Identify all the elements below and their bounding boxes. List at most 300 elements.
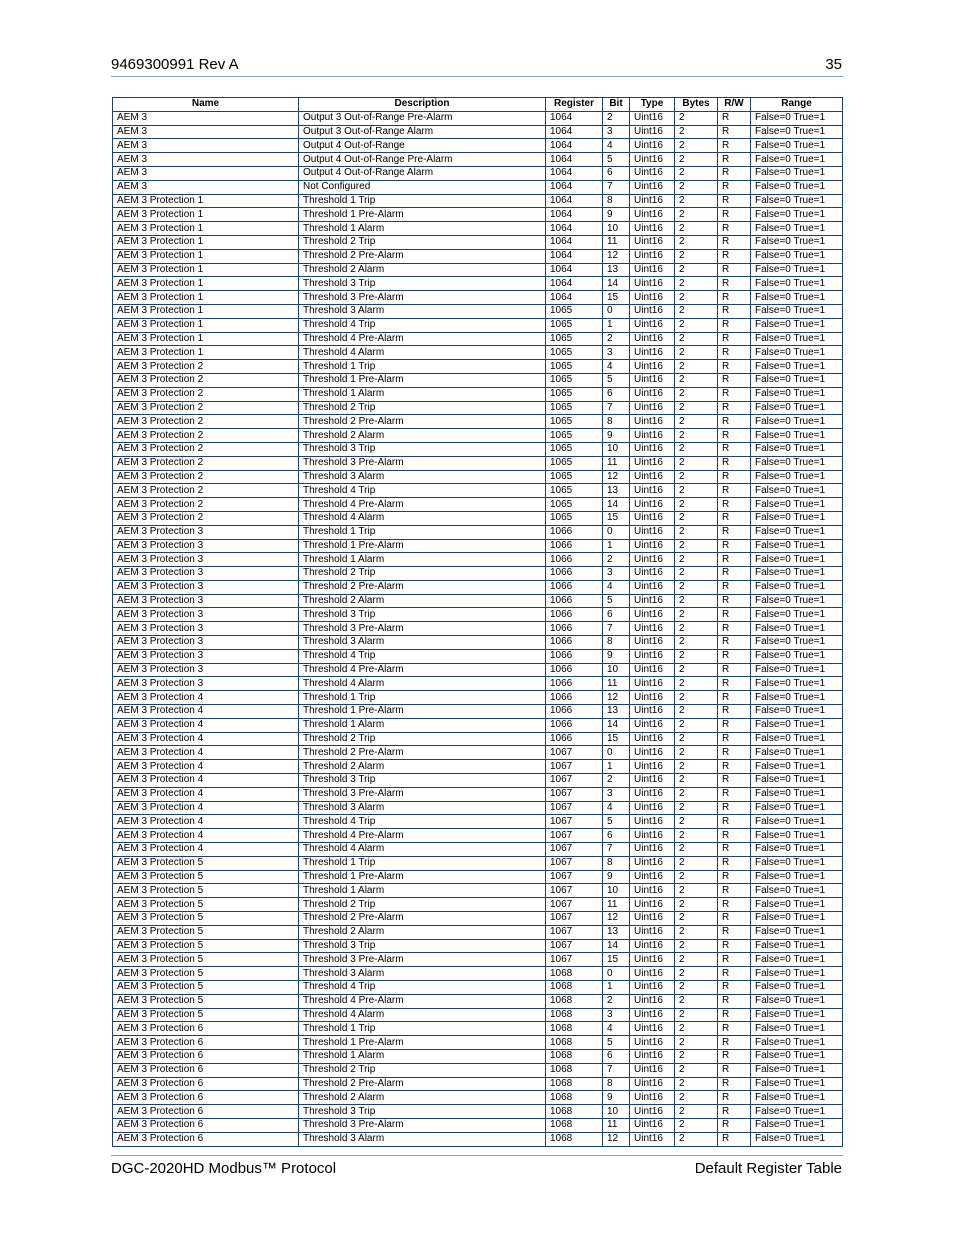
column-header: Type [630,98,675,112]
table-header-row [113,98,843,112]
table-cell: Uint16 [630,332,675,346]
table-cell: Uint16 [630,153,675,167]
table-row [113,360,843,374]
table-row [113,180,843,194]
table-cell: R [718,139,751,153]
table-cell: 13 [603,925,630,939]
table-cell: Threshold 4 Pre-Alarm [299,994,546,1008]
table-cell: Uint16 [630,1118,675,1132]
table-cell: 1068 [546,1077,603,1091]
table-cell: R [718,981,751,995]
table-cell: R [718,415,751,429]
table-cell: Uint16 [630,511,675,525]
table-cell: 10 [603,663,630,677]
table-cell: False=0 True=1 [751,125,843,139]
table-cell: AEM 3 Protection 1 [113,318,299,332]
table-cell: R [718,484,751,498]
table-row [113,677,843,691]
table-cell: R [718,567,751,581]
table-cell: Uint16 [630,539,675,553]
table-cell: False=0 True=1 [751,718,843,732]
table-cell: 14 [603,277,630,291]
table-cell: Uint16 [630,856,675,870]
table-cell: 2 [603,111,630,125]
table-cell: False=0 True=1 [751,1077,843,1091]
table-cell: AEM 3 [113,125,299,139]
table-cell: R [718,856,751,870]
table-cell: R [718,153,751,167]
table-cell: 1067 [546,815,603,829]
table-cell: Threshold 1 Pre-Alarm [299,539,546,553]
table-cell: 1066 [546,608,603,622]
table-cell: 13 [603,263,630,277]
table-cell: Uint16 [630,1132,675,1146]
table-row [113,498,843,512]
table-cell: 1068 [546,981,603,995]
table-cell: Uint16 [630,870,675,884]
table-cell: Uint16 [630,994,675,1008]
table-cell: Uint16 [630,732,675,746]
table-cell: False=0 True=1 [751,1132,843,1146]
table-cell: 2 [675,525,718,539]
table-cell: 2 [675,636,718,650]
table-cell: 1066 [546,567,603,581]
table-cell: 1064 [546,235,603,249]
table-cell: 2 [675,677,718,691]
table-cell: AEM 3 Protection 4 [113,801,299,815]
header-rule [111,76,843,77]
table-cell: AEM 3 Protection 1 [113,332,299,346]
table-cell: AEM 3 Protection 5 [113,898,299,912]
table-cell: 1065 [546,401,603,415]
table-cell: Threshold 3 Alarm [299,470,546,484]
table-cell: Uint16 [630,484,675,498]
table-cell: R [718,360,751,374]
table-cell: Uint16 [630,139,675,153]
table-cell: Uint16 [630,1105,675,1119]
table-cell: False=0 True=1 [751,760,843,774]
table-cell: 2 [675,401,718,415]
table-cell: Uint16 [630,567,675,581]
table-cell: AEM 3 Protection 3 [113,594,299,608]
table-cell: R [718,125,751,139]
table-cell: 7 [603,401,630,415]
table-row [113,249,843,263]
table-cell: 2 [603,774,630,788]
table-cell: Uint16 [630,746,675,760]
table-cell: Uint16 [630,898,675,912]
table-cell: Threshold 4 Trip [299,484,546,498]
table-row [113,1022,843,1036]
page-number: 35 [825,56,842,73]
table-cell: 10 [603,222,630,236]
table-cell: 8 [603,194,630,208]
table-cell: Threshold 2 Alarm [299,263,546,277]
table-cell: AEM 3 Protection 6 [113,1077,299,1091]
table-cell: Threshold 2 Pre-Alarm [299,746,546,760]
table-cell: Threshold 4 Alarm [299,511,546,525]
table-row [113,705,843,719]
table-cell: AEM 3 Protection 3 [113,539,299,553]
table-cell: False=0 True=1 [751,180,843,194]
table-cell: False=0 True=1 [751,511,843,525]
table-cell: Uint16 [630,663,675,677]
table-cell: 1066 [546,539,603,553]
table-cell: 2 [675,994,718,1008]
table-cell: 2 [675,1077,718,1091]
table-row [113,111,843,125]
table-cell: 1067 [546,801,603,815]
table-cell: AEM 3 Protection 3 [113,649,299,663]
table-cell: Uint16 [630,180,675,194]
table-cell: AEM 3 [113,139,299,153]
table-cell: False=0 True=1 [751,1036,843,1050]
table-row [113,925,843,939]
table-cell: 2 [675,787,718,801]
table-cell: 2 [675,387,718,401]
table-cell: R [718,843,751,857]
table-row [113,470,843,484]
table-cell: 2 [675,760,718,774]
table-cell: Threshold 2 Pre-Alarm [299,415,546,429]
table-cell: Threshold 1 Alarm [299,387,546,401]
table-cell: 8 [603,1077,630,1091]
table-cell: 2 [675,139,718,153]
table-row [113,139,843,153]
table-cell: False=0 True=1 [751,636,843,650]
table-cell: AEM 3 Protection 6 [113,1118,299,1132]
table-cell: R [718,498,751,512]
table-cell: False=0 True=1 [751,1063,843,1077]
table-cell: AEM 3 Protection 2 [113,415,299,429]
table-row [113,856,843,870]
table-cell: False=0 True=1 [751,456,843,470]
table-cell: 1065 [546,387,603,401]
table-cell: False=0 True=1 [751,222,843,236]
table-cell: 1 [603,760,630,774]
table-cell: 2 [675,594,718,608]
table-cell: False=0 True=1 [751,732,843,746]
table-row [113,649,843,663]
table-cell: Uint16 [630,429,675,443]
table-cell: Uint16 [630,829,675,843]
table-cell: 6 [603,608,630,622]
table-cell: 5 [603,815,630,829]
table-cell: Threshold 3 Pre-Alarm [299,953,546,967]
table-cell: Uint16 [630,939,675,953]
table-cell: 1065 [546,304,603,318]
table-cell: AEM 3 Protection 1 [113,249,299,263]
table-cell: 2 [675,111,718,125]
table-cell: 2 [675,484,718,498]
table-cell: False=0 True=1 [751,994,843,1008]
table-cell: Threshold 2 Pre-Alarm [299,1077,546,1091]
table-cell: False=0 True=1 [751,1105,843,1119]
table-row [113,912,843,926]
table-cell: 2 [675,567,718,581]
table-cell: 1065 [546,429,603,443]
table-cell: AEM 3 Protection 6 [113,1022,299,1036]
table-cell: R [718,401,751,415]
table-cell: Threshold 4 Trip [299,318,546,332]
table-cell: Threshold 1 Alarm [299,553,546,567]
table-cell: AEM 3 Protection 2 [113,470,299,484]
table-cell: 1067 [546,912,603,926]
table-cell: Threshold 2 Alarm [299,429,546,443]
table-row [113,981,843,995]
table-cell: 1064 [546,180,603,194]
table-cell: 1064 [546,291,603,305]
page-header [111,56,842,76]
table-row [113,456,843,470]
table-row [113,291,843,305]
table-cell: False=0 True=1 [751,870,843,884]
table-cell: False=0 True=1 [751,277,843,291]
table-cell: 5 [603,153,630,167]
table-cell: 2 [675,1008,718,1022]
table-cell: 2 [675,194,718,208]
table-cell: Uint16 [630,774,675,788]
table-cell: 1066 [546,553,603,567]
table-cell: 0 [603,304,630,318]
table-cell: 1066 [546,705,603,719]
table-cell: 7 [603,843,630,857]
table-cell: 7 [603,180,630,194]
table-cell: 12 [603,1132,630,1146]
table-cell: Uint16 [630,1022,675,1036]
table-cell: R [718,1077,751,1091]
table-cell: Uint16 [630,1063,675,1077]
table-cell: 1067 [546,870,603,884]
table-cell: AEM 3 Protection 5 [113,870,299,884]
table-cell: AEM 3 Protection 1 [113,291,299,305]
table-cell: AEM 3 Protection 5 [113,1008,299,1022]
table-cell: Threshold 2 Pre-Alarm [299,249,546,263]
table-cell: Threshold 3 Trip [299,442,546,456]
table-cell: 11 [603,677,630,691]
table-row [113,953,843,967]
table-row [113,235,843,249]
table-cell: Threshold 2 Pre-Alarm [299,912,546,926]
table-cell: Uint16 [630,373,675,387]
table-cell: 2 [675,718,718,732]
column-header: Range [751,98,843,112]
table-cell: 1067 [546,884,603,898]
table-cell: Threshold 2 Pre-Alarm [299,580,546,594]
table-cell: Uint16 [630,760,675,774]
table-cell: Threshold 4 Trip [299,649,546,663]
table-cell: R [718,898,751,912]
table-cell: False=0 True=1 [751,304,843,318]
table-cell: 2 [675,249,718,263]
table-cell: R [718,442,751,456]
table-cell: 3 [603,567,630,581]
table-cell: False=0 True=1 [751,843,843,857]
doc-number: 9469300991 Rev A [111,56,239,73]
table-cell: 1064 [546,153,603,167]
table-cell: R [718,539,751,553]
table-cell: False=0 True=1 [751,332,843,346]
table-cell: 2 [675,622,718,636]
table-cell: Threshold 1 Trip [299,525,546,539]
table-cell: Uint16 [630,498,675,512]
table-cell: R [718,967,751,981]
table-cell: 1068 [546,1063,603,1077]
table-cell: 9 [603,649,630,663]
table-cell: R [718,111,751,125]
table-cell: 2 [675,291,718,305]
table-cell: Uint16 [630,346,675,360]
table-cell: 1065 [546,415,603,429]
table-row [113,373,843,387]
table-cell: 2 [675,843,718,857]
table-cell: 3 [603,346,630,360]
table-cell: Threshold 1 Pre-Alarm [299,705,546,719]
table-row [113,774,843,788]
table-cell: 12 [603,691,630,705]
table-cell: R [718,925,751,939]
table-cell: Uint16 [630,884,675,898]
table-cell: 2 [675,884,718,898]
table-cell: Uint16 [630,249,675,263]
table-cell: False=0 True=1 [751,1091,843,1105]
table-cell: AEM 3 Protection 4 [113,746,299,760]
table-row [113,580,843,594]
table-cell: R [718,732,751,746]
table-row [113,829,843,843]
table-cell: 1 [603,981,630,995]
table-cell: 6 [603,387,630,401]
table-cell: Threshold 2 Alarm [299,760,546,774]
table-row [113,166,843,180]
table-cell: R [718,263,751,277]
table-row [113,801,843,815]
table-cell: 14 [603,498,630,512]
table-cell: R [718,387,751,401]
table-cell: AEM 3 [113,166,299,180]
table-cell: False=0 True=1 [751,829,843,843]
table-row [113,511,843,525]
table-cell: 4 [603,1022,630,1036]
table-cell: Uint16 [630,111,675,125]
table-cell: 15 [603,732,630,746]
table-cell: AEM 3 Protection 6 [113,1132,299,1146]
table-cell: Uint16 [630,470,675,484]
table-cell: 2 [675,1105,718,1119]
table-row [113,125,843,139]
table-cell: AEM 3 Protection 5 [113,884,299,898]
table-cell: 1064 [546,125,603,139]
table-cell: Output 4 Out-of-Range [299,139,546,153]
table-cell: 2 [675,332,718,346]
table-row [113,843,843,857]
table-cell: R [718,235,751,249]
table-row [113,898,843,912]
table-cell: 1068 [546,1132,603,1146]
doc-title: DGC-2020HD Modbus™ Protocol [111,1160,337,1177]
table-cell: 2 [675,373,718,387]
table-cell: Uint16 [630,1077,675,1091]
table-cell: False=0 True=1 [751,525,843,539]
table-cell: AEM 3 Protection 3 [113,567,299,581]
table-cell: Uint16 [630,801,675,815]
table-cell: 2 [675,1063,718,1077]
table-cell: 1067 [546,856,603,870]
table-cell: Threshold 4 Trip [299,981,546,995]
table-cell: R [718,580,751,594]
column-header: Register [546,98,603,112]
table-row [113,1077,843,1091]
table-cell: 1065 [546,442,603,456]
table-cell: 2 [675,470,718,484]
table-cell: R [718,208,751,222]
table-cell: False=0 True=1 [751,139,843,153]
table-cell: R [718,511,751,525]
table-cell: 2 [675,263,718,277]
table-cell: 1066 [546,636,603,650]
table-cell: 2 [675,925,718,939]
table-cell: Threshold 3 Pre-Alarm [299,787,546,801]
table-cell: Threshold 2 Trip [299,898,546,912]
table-cell: Threshold 3 Alarm [299,967,546,981]
table-cell: Uint16 [630,415,675,429]
table-cell: 11 [603,1118,630,1132]
table-cell: Uint16 [630,387,675,401]
table-cell: 2 [675,939,718,953]
table-cell: 1 [603,318,630,332]
table-cell: False=0 True=1 [751,580,843,594]
table-cell: Threshold 4 Alarm [299,677,546,691]
table-cell: False=0 True=1 [751,677,843,691]
column-header: R/W [718,98,751,112]
table-cell: 14 [603,939,630,953]
table-cell: R [718,705,751,719]
table-cell: 1064 [546,194,603,208]
table-cell: 1068 [546,1036,603,1050]
table-cell: Uint16 [630,1008,675,1022]
table-cell: 2 [675,912,718,926]
table-cell: 2 [675,346,718,360]
table-cell: Threshold 3 Alarm [299,304,546,318]
table-cell: False=0 True=1 [751,1022,843,1036]
table-cell: Threshold 1 Trip [299,194,546,208]
table-cell: False=0 True=1 [751,912,843,926]
table-cell: Uint16 [630,691,675,705]
table-cell: Uint16 [630,1091,675,1105]
table-cell: Not Configured [299,180,546,194]
table-cell: False=0 True=1 [751,884,843,898]
table-cell: AEM 3 Protection 4 [113,718,299,732]
table-cell: 5 [603,594,630,608]
table-cell: R [718,994,751,1008]
table-cell: Uint16 [630,166,675,180]
table-cell: Uint16 [630,705,675,719]
table-cell: False=0 True=1 [751,235,843,249]
table-row [113,608,843,622]
table-cell: 3 [603,125,630,139]
table-cell: Output 4 Out-of-Range Pre-Alarm [299,153,546,167]
table-cell: AEM 3 Protection 1 [113,346,299,360]
table-cell: 2 [675,1118,718,1132]
table-cell: 3 [603,1008,630,1022]
table-cell: R [718,912,751,926]
table-cell: Threshold 4 Alarm [299,1008,546,1022]
table-row [113,567,843,581]
table-cell: 1066 [546,718,603,732]
table-row [113,691,843,705]
table-cell: 1067 [546,787,603,801]
table-cell: False=0 True=1 [751,981,843,995]
